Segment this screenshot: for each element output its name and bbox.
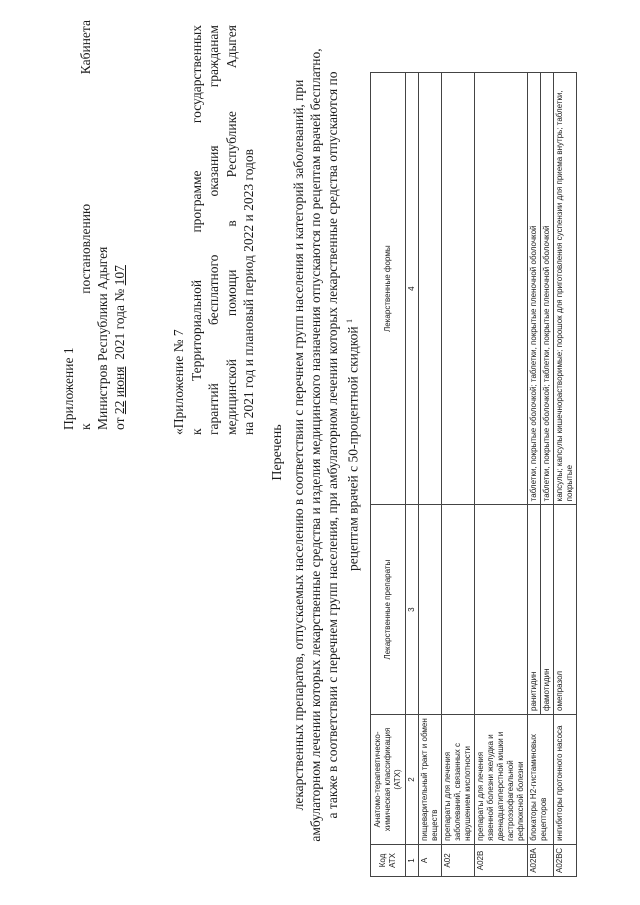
cell-atc: препараты для лечения язвенной болезни желудка и двенадцатиперстной кишки и гастроэзофагеальной рефлюксной болезни — [475, 715, 528, 845]
cell-atc: препараты для лечения заболеваний, связанных с нарушением кислотности — [442, 715, 475, 845]
table-row — [475, 73, 528, 877]
column-number: 3 — [406, 505, 419, 715]
program-word: к — [188, 428, 204, 435]
cell-drug: омепразол — [554, 505, 577, 715]
program-word: Территориальной — [188, 279, 204, 382]
appendix-block — [60, 20, 128, 430]
list-title: Перечень — [270, 424, 285, 481]
cell-drug: фамотидин — [541, 505, 554, 715]
table-row — [554, 73, 577, 877]
cell-drug — [475, 505, 528, 715]
program-word: бесплатного — [206, 254, 221, 326]
program-word: оказания — [206, 145, 221, 197]
table-header-row — [371, 73, 406, 877]
program-word: программе — [188, 170, 204, 233]
cell-form — [475, 73, 528, 505]
program-line-1 — [170, 25, 188, 435]
appendix-word: постановлению — [78, 203, 93, 294]
appendix-line-3: Министров Республики Адыгея — [95, 246, 110, 430]
cell-atc: блокаторы Н2-гистаминовых рецепторов — [528, 715, 554, 845]
appendix-month: июня — [112, 366, 127, 398]
cell-code: А02 — [442, 844, 475, 876]
appendix-line-4 — [111, 20, 128, 430]
program-word: помощи — [223, 269, 239, 317]
program-line-5 — [240, 25, 258, 435]
header-forms: Лекарственные формы — [371, 73, 406, 505]
cell-form: таблетки, покрытые оболочкой; таблетки, покрытые пленочной оболочкой — [541, 73, 554, 505]
cell-form: капсулы; капсулы кишечнорастворимые; порошок для приготовления суспензии для приема внутрь; таблетки, покрытые — [554, 73, 577, 505]
program-word: медицинской — [223, 359, 239, 435]
program-word: «Приложение № 7 — [171, 329, 186, 435]
appendix-from: от — [112, 417, 127, 430]
table-row — [419, 73, 442, 877]
appendix-line-2 — [77, 20, 94, 430]
program-word: в — [223, 220, 239, 227]
cell-code: А02В — [475, 844, 528, 876]
table-row — [442, 73, 475, 877]
program-line-4 — [223, 25, 241, 435]
appendix-number: 107 — [112, 265, 127, 286]
table-row — [528, 73, 541, 877]
header-atc-code: Код АТХ — [371, 844, 406, 876]
cell-form — [442, 73, 475, 505]
cell-drug — [442, 505, 475, 715]
program-word: гарантий — [206, 383, 221, 435]
cell-code: А02ВС — [554, 844, 577, 876]
cell-code: А02ВА — [528, 844, 554, 876]
footnote-mark: 1 — [345, 319, 354, 324]
header-drugs: Лекарственные препараты — [371, 505, 406, 715]
appendix-word: Кабинета — [78, 20, 93, 75]
program-block — [170, 25, 258, 435]
program-line-3 — [205, 25, 223, 435]
appendix-word: к — [78, 423, 93, 430]
cell-form: таблетки, покрытые оболочкой; таблетки, покрытые пленочной оболочкой — [528, 73, 541, 505]
program-word: Адыгея — [223, 25, 239, 69]
table-number-row — [406, 73, 419, 877]
cell-drug — [419, 505, 442, 715]
cell-code: А — [419, 844, 442, 876]
header-atc-classification: Анатомо-терапевтическо-химическая классификация (АТХ) — [371, 715, 406, 845]
program-word: Республике — [223, 111, 239, 178]
cell-drug: ранитидин — [528, 505, 541, 715]
appendix-title: Приложение 1 — [61, 347, 76, 430]
column-number: 1 — [406, 844, 419, 876]
list-description — [290, 45, 362, 845]
column-number: 2 — [406, 715, 419, 845]
list-description-text: лекарственных препаратов, отпускаемых населению в соответствии с перечнем групп населения и категорий заболеваний, при амбулаторном лечении которых лекарственные средства и изделия медицинского назначения отпускаются по рецептам врачей бесплатно, а также в соответствии с перечнем групп населения, при амбулаторном лечении которых лекарственные средства отпускаются по рецептам врачей с 50-процентной скидкой — [291, 48, 361, 842]
program-word: на 2021 год и плановый период 2022 и 2023 годов — [241, 148, 256, 435]
cell-atc: пищеварительный тракт и обмен веществ — [419, 715, 442, 845]
cell-form — [419, 73, 442, 505]
appendix-year: 2021 года № — [112, 288, 127, 360]
drug-list-table — [370, 72, 577, 877]
appendix-day: 22 — [112, 400, 127, 415]
program-line-2 — [188, 25, 206, 435]
cell-atc: ингибиторы протонного насоса — [554, 715, 577, 845]
program-word: государственных — [188, 25, 204, 124]
column-number: 4 — [406, 73, 419, 505]
program-word: гражданам — [206, 25, 221, 88]
